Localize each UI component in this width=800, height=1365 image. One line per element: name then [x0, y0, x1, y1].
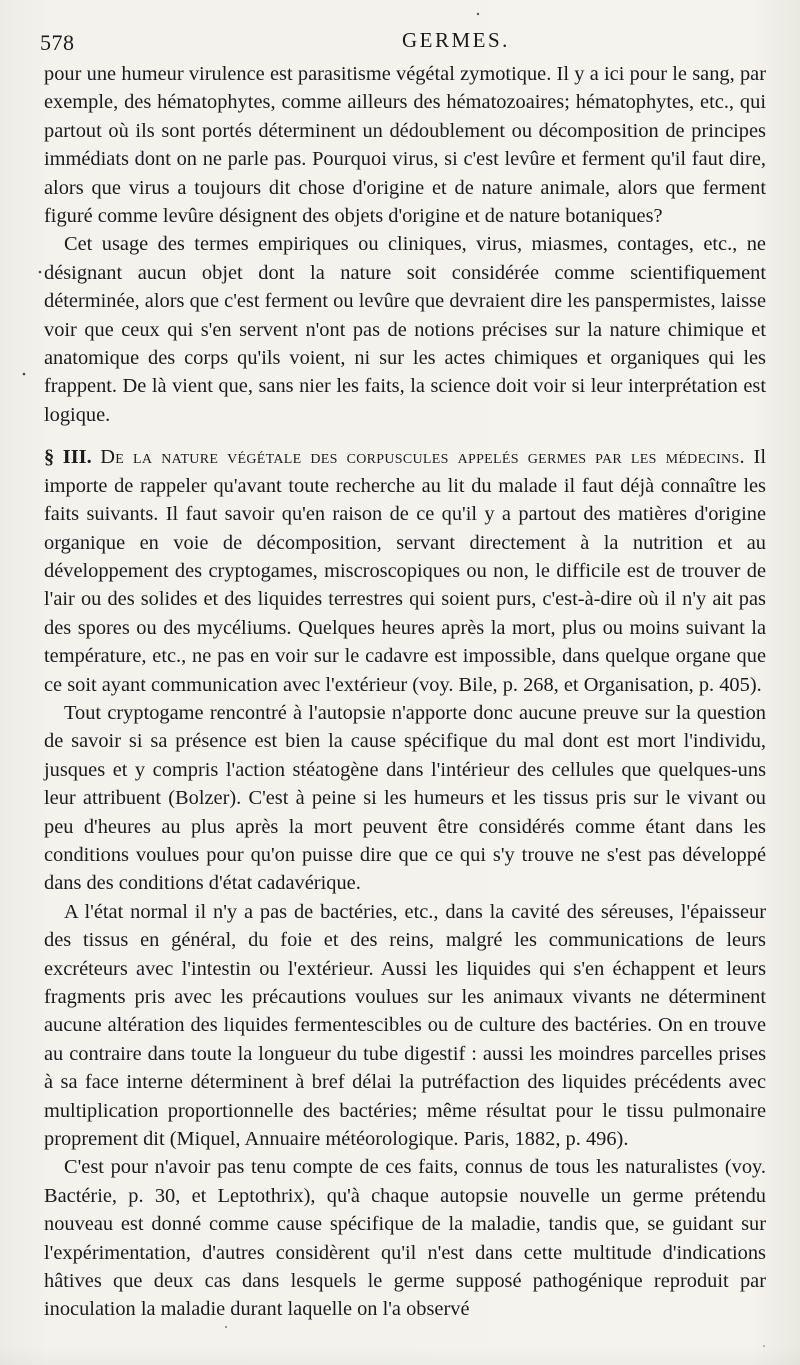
paragraph-usage-termes: Cet usage des termes empiriques ou cliniques, virus, miasmes, contages, etc., ne désignant aucun objet dont la nature soit considérée comme scientifiquement déterminée, alors que c'est ferment ou levûre que devraient dire les panspermistes, laisse voir que ceux qui s'en servent n'ont pas de notions précises sur la nature chimique et anatomique des corps qu'ils voient, ni sur les actes chimiques et organiques qui les frappent. De là vient que, sans nier les faits, la science doit voir si leur interprétation est logique. — [44, 233, 766, 426]
paragraph-virulence: pour une humeur virulence est parasitisme végétal zymotique. Il y a ici pour le sang, par exemple, des hématophytes, comme ailleurs des hématozoaires; hématophytes, etc., qui partout où ils sont portés déterminent un dédoublement ou décomposition de principes immédiats dont on ne parle pas. Pourquoi virus, si c'est levûre et ferment qu'il faut dire, alors que virus a toujours dit chose d'origine et de nature animale, alors que ferment figuré comme levûre désignent des objets d'origine et de nature botaniques? — [44, 63, 766, 228]
running-title: GERMES. — [402, 28, 510, 52]
paragraph-germe-pretendu: C'est pour n'avoir pas tenu compte de ces faits, connus de tous les naturalistes (voy. Bactérie, p. 30, et Leptothrix), qu'à chaque autopsie nouvelle un germe prétendu nouveau est donné comme cause spécifique de la maladie, tandis que, se guidant sur l'expérimentation, d'autres considèrent qu'il n'est dans cette multitude d'indications hâtives que deux cas dans lesquels le germe supposé pathogénique reproduit par inoculation la maladie durant laquelle on l'a observé — [44, 1156, 766, 1321]
section-body-text: Il importe de rappeler qu'avant toute recherche au lit du malade il faut déjà connaître les faits suivants. Il faut savoir qu'en raison de ce qu'il y a partout des matières d'origine organique en voie de décomposition, servant directement à la nutrition et au développement des cryptogames, miscroscopiques ou non, le difficile est de trouver de l'air ou des solides et des liquides terrestres qui soient purs, c'est-à-dire où il n'y ait pas des spores ou des mycéliums. Quelques heures après la mort, plus ou moins suivant la température, etc., ne pas en voir sur le cadavre est impossible, dans quelque organe que ce soit ayant communication avec l'extérieur (voy. Bile, p. 268, et Organisation, p. 405). — [44, 446, 766, 696]
paragraph-etat-normal: A l'état normal il n'y a pas de bactéries, etc., dans la cavité des séreuses, l'épaisseur des tissus en général, du foie et des reins, malgré les communications de leurs excréteurs avec l'intestin ou l'extérieur. Aussi les liquides qui s'en échappent et leurs fragments pris avec les précautions voulues sur les animaux vivants ne déterminent aucune altération des liquides fermentescibles ou de culture des bactéries. On en trouve au contraire dans toute la longueur du tube digestif : aussi les moindres parcelles prises à sa face interne déterminent à bref délai la putréfaction des liquides précédents avec multiplication proportionnelle des bactéries; même résultat pour le tissu pulmonaire proprement dit (Miquel, Annuaire météorologique. Paris, 1882, p. 496). — [44, 900, 766, 1151]
section-heading: De la nature végétale des corpuscules appelés germes par les médecins. — [100, 446, 745, 469]
page-header — [40, 24, 780, 58]
body-text — [44, 60, 766, 1324]
page-bottom-edge — [0, 1346, 800, 1365]
section-iii-paragraph — [44, 443, 766, 699]
paragraph-cryptogame-autopsie: Tout cryptogame rencontré à l'autopsie n'apporte donc aucune preuve sur la question de savoir si sa présence est bien la cause spécifique du mal dont est mort l'individu, jusques et y compris l'action stéatogène dans l'intérieur des cellules que quelques-uns leur attribuent (Bolzer). C'est à peine si les humeurs et les tissus pris sur le vivant ou peu d'heures au plus après la mort peuvent être considérés comme étant dans les conditions voulues pour qu'on puisse dire que ce qui s'y trouve ne s'est pas développé dans des conditions d'état cadavérique. — [44, 701, 766, 895]
page-number: 578 — [40, 30, 75, 55]
section-mark: § III. — [44, 446, 92, 469]
